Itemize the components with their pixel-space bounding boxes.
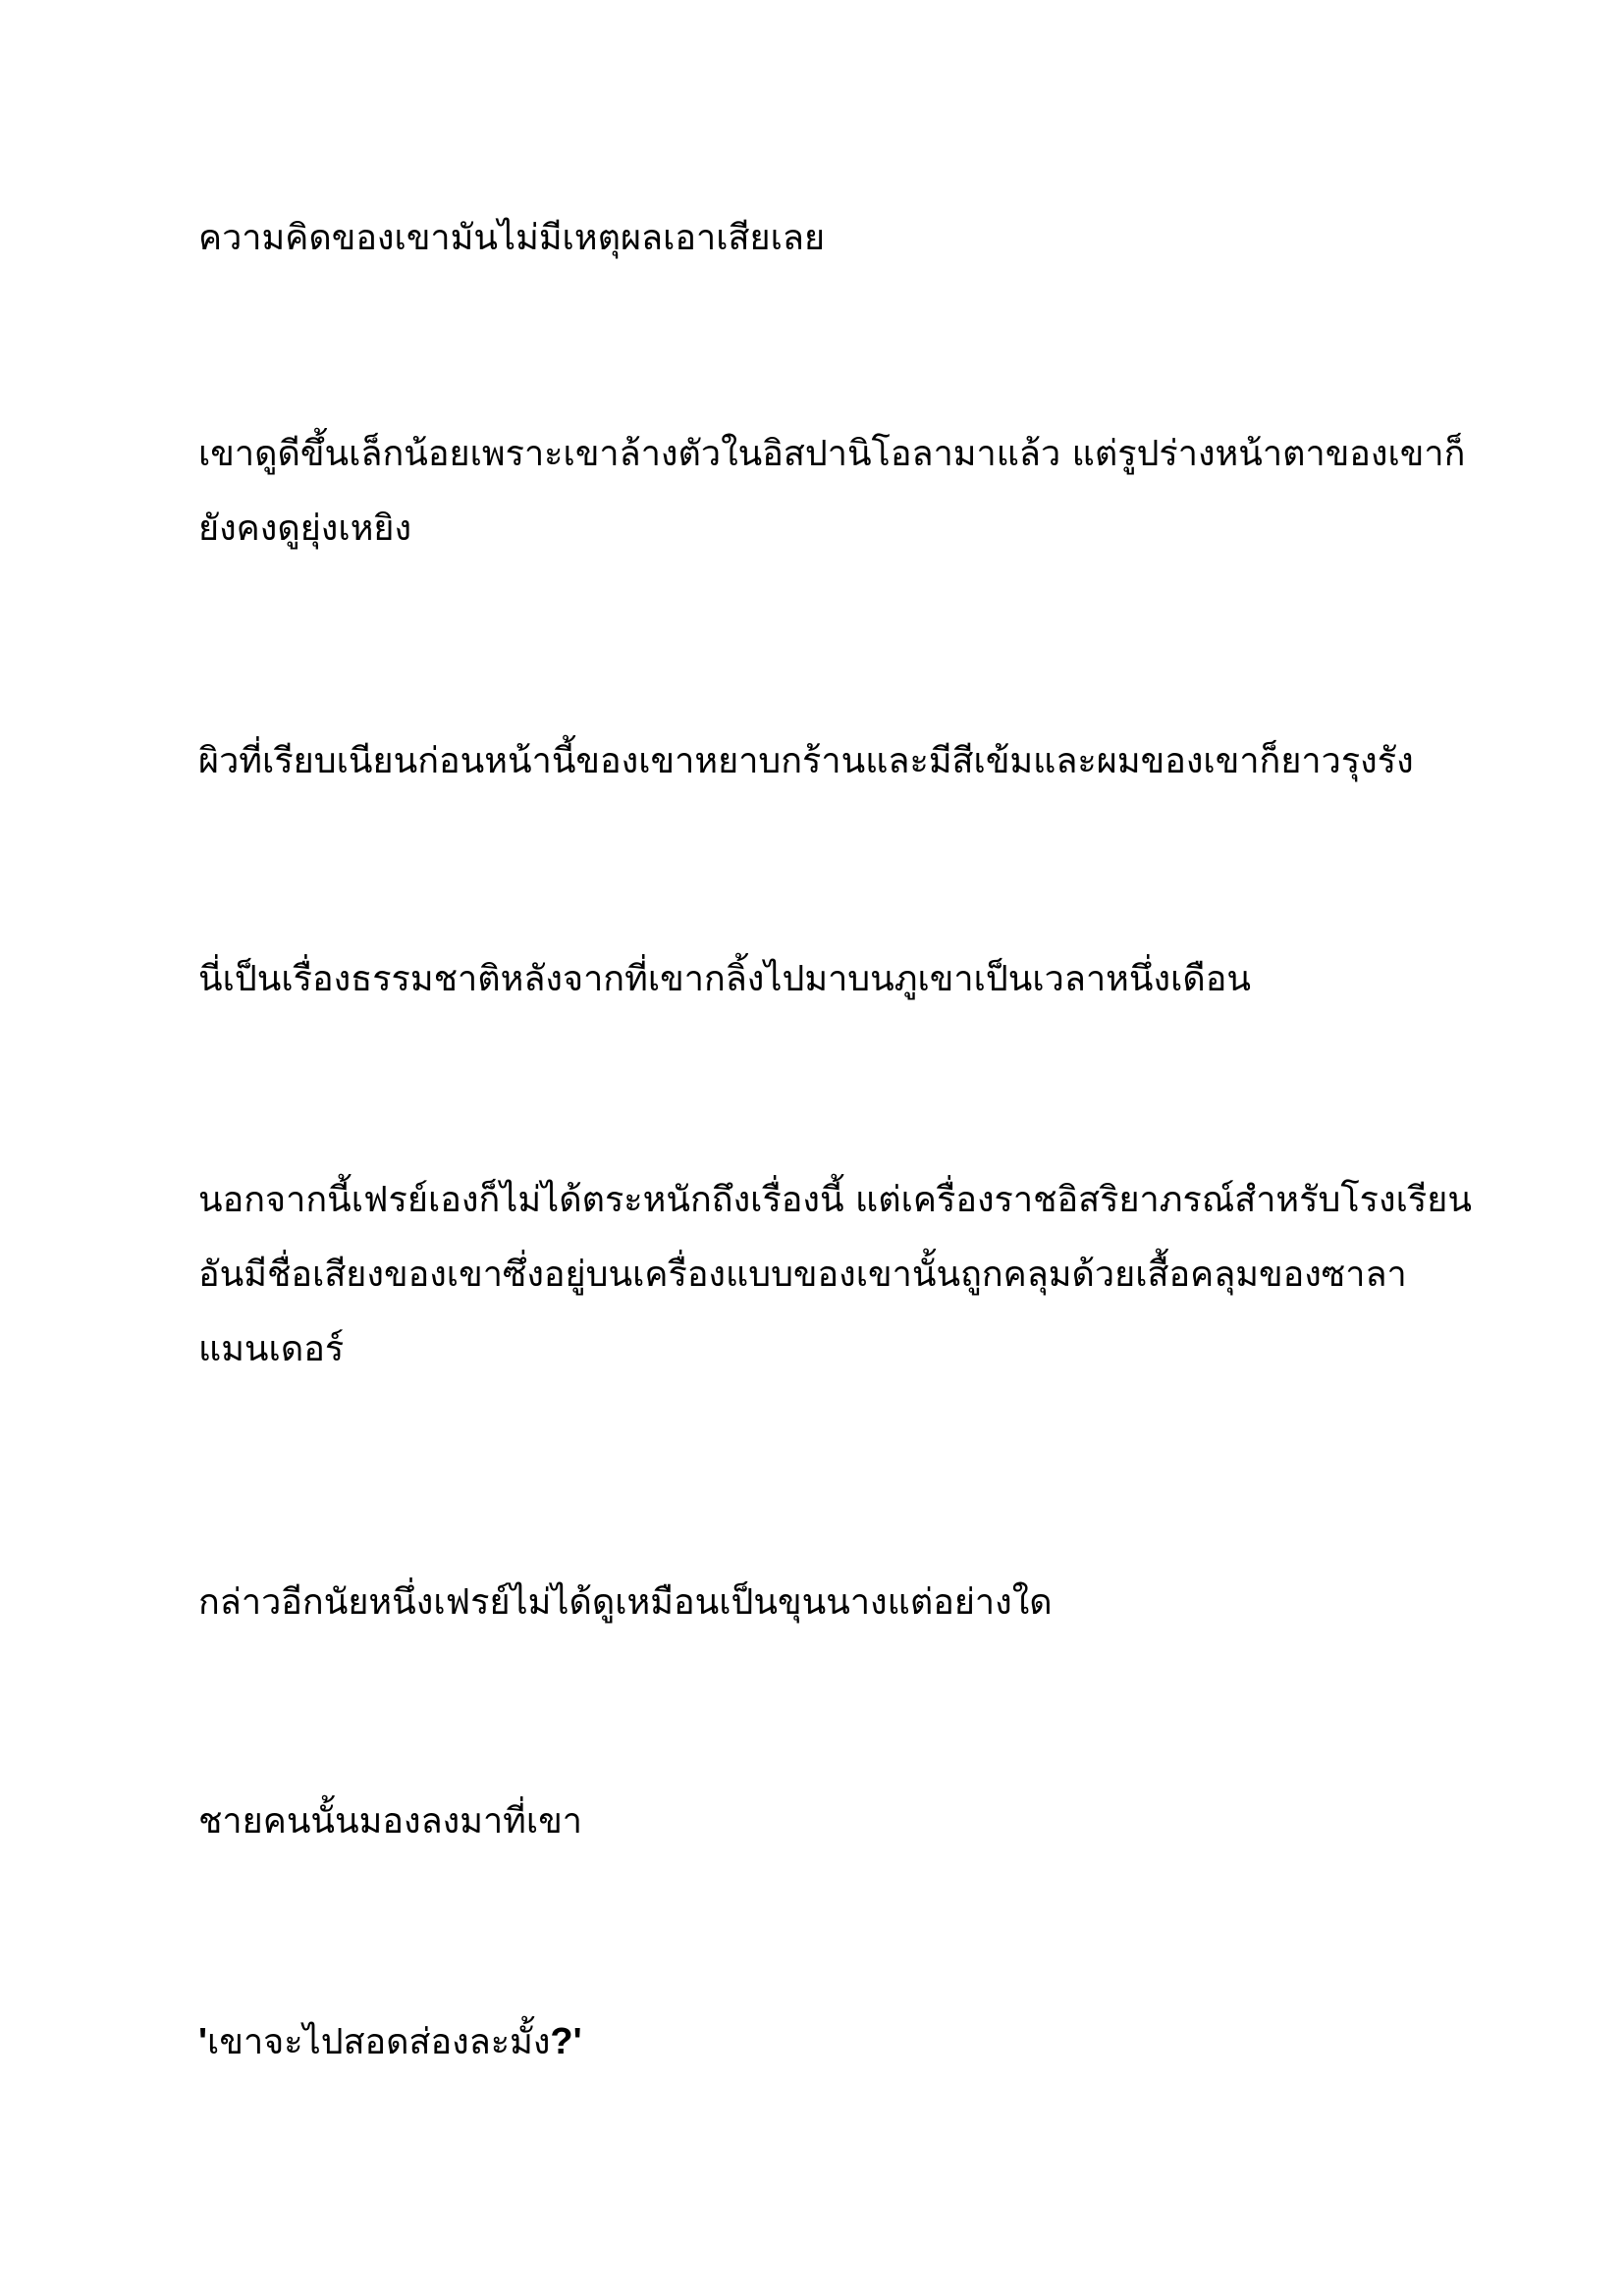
paragraph-7 (198, 1785, 1475, 1859)
quote-text: เขาจะไปสอดส่องละมั้ง (207, 2022, 551, 2062)
paragraph-4 (198, 942, 1475, 1017)
paragraph-2 (198, 417, 1475, 566)
close-quote-mark: ?' (550, 2021, 582, 2062)
paragraph-4-line-1: นี่เป็นเรื่องธรรมชาติหลังจากที่เขากลิ้งไปมาบนภูเขาเป็นเวลาหนึ่งเดือน (198, 959, 1252, 999)
paragraph-2-line-1: เขาดูดีขึ้นเล็กน้อยเพราะเขาล้างตัวในอิสปานิโอลามาแล้ว แต่รูปร่างหน้าตาของเขาก็ (198, 434, 1466, 474)
open-quote-mark: ' (198, 2021, 208, 2062)
paragraph-5-line-2: อันมีชื่อเสียงของเขาซึ่งอยู่บนเครื่องแบบของเขานั้นถูกคลุมด้วยเสื้อคลุมของซาลา (198, 1255, 1407, 1295)
paragraph-6 (198, 1566, 1475, 1640)
paragraph-6-line-1: กล่าวอีกนัยหนึ่งเฟรย์ไม่ได้ดูเหมือนเป็นขุนนางแต่อย่างใด (198, 1582, 1053, 1623)
paragraph-8-line-1 (198, 2004, 1475, 2080)
paragraph-1 (198, 201, 1475, 276)
paragraph-5-line-1: นอกจากนี้เฟรย์เองก็ไม่ได้ตระหนักถึงเรื่องนี้ แต่เครื่องราชอิสริยาภรณ์สำหรับโรงเรียน (198, 1180, 1472, 1220)
paragraph-8-quote (198, 2004, 1475, 2080)
paragraph-2-line-2: ยังคงดูยุ่งเหยิง (198, 508, 412, 549)
paragraph-7-line-1: ชายคนนั้นมองลงมาที่เขา (198, 1801, 583, 1842)
paragraph-1-line-1: ความคิดของเขามันไม่มีเหตุผลเอาเสียเลย (198, 218, 826, 258)
paragraph-3-line-1: ผิวที่เรียบเนียนก่อนหน้านี้ของเขาหยาบกร้านและมีสีเข้มและผมของเขาก็ยาวรุงรัง (198, 741, 1414, 781)
paragraph-5-line-3: แมนเดอร์ (198, 1329, 345, 1369)
paragraph-5 (198, 1163, 1475, 1387)
paragraph-3 (198, 724, 1475, 799)
